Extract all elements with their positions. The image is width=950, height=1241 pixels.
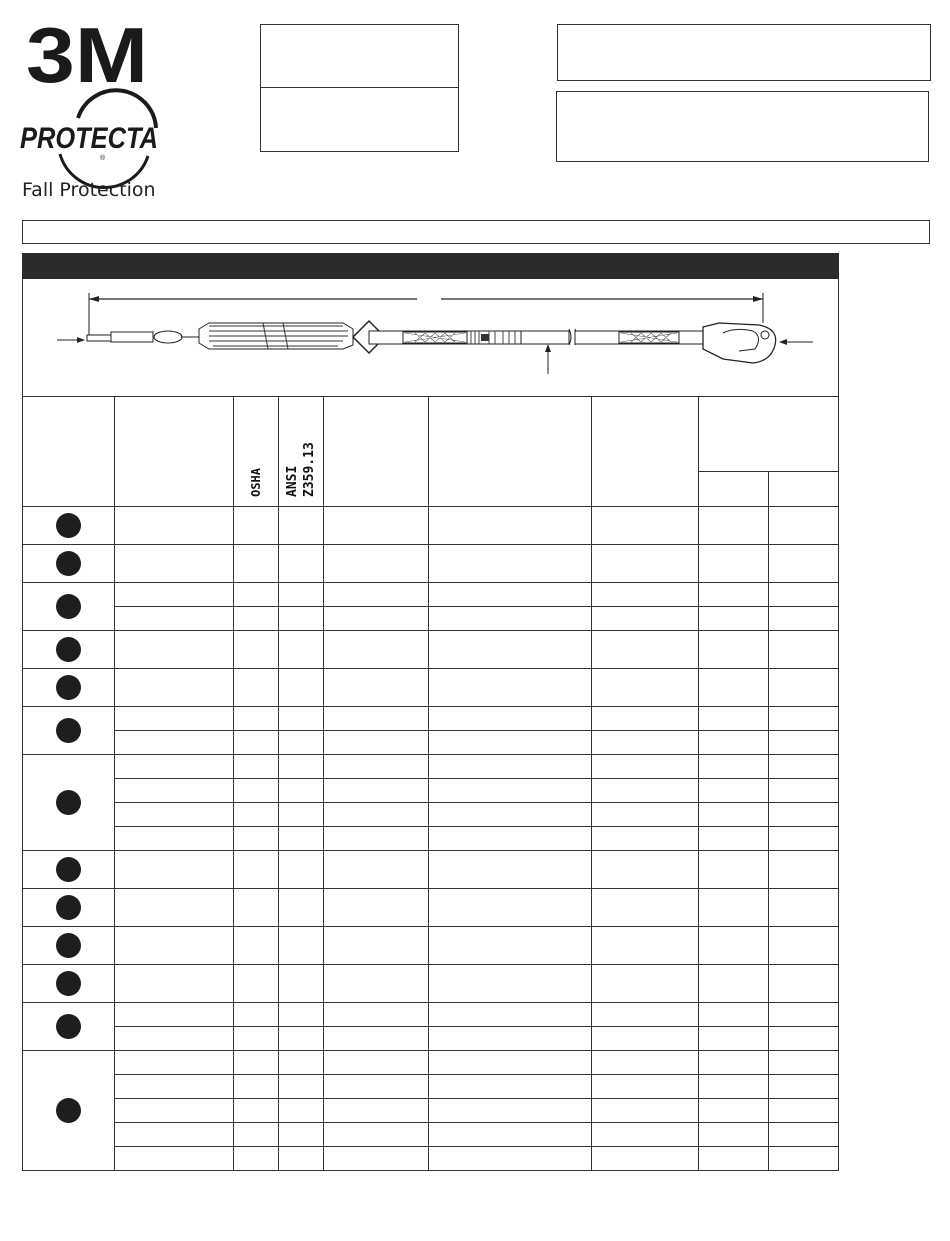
table-cell: [591, 1051, 698, 1075]
table-cell: [698, 1099, 768, 1123]
table-cell: [279, 779, 324, 803]
table-cell: [591, 731, 698, 755]
table-row: [23, 1147, 839, 1171]
table-cell: [591, 803, 698, 827]
table-cell: [115, 851, 234, 889]
item-marker-cell: [23, 965, 115, 1003]
table-cell: [279, 707, 324, 731]
table-cell: [279, 851, 324, 889]
table-cell: [234, 1147, 279, 1171]
table-cell: [429, 827, 591, 851]
table-cell: [234, 669, 279, 707]
header-row: [23, 397, 839, 472]
3m-logo: [26, 11, 150, 99]
table-cell: [698, 731, 768, 755]
table-cell: [698, 545, 768, 583]
table-row: [23, 927, 839, 965]
table-cell: [234, 1027, 279, 1051]
item-marker-cell: [23, 631, 115, 669]
table-cell: [429, 607, 591, 631]
item-marker-cell: [23, 669, 115, 707]
item-marker-dot: [56, 971, 81, 996]
table-cell: [115, 827, 234, 851]
table-cell: [698, 755, 768, 779]
table-cell: [115, 755, 234, 779]
table-cell: [768, 607, 838, 631]
table-cell: [768, 827, 838, 851]
header-cell-5: [429, 397, 591, 507]
table-cell: [429, 1099, 591, 1123]
table-row: [23, 731, 839, 755]
table-cell: [279, 1147, 324, 1171]
table-cell: [768, 803, 838, 827]
table-cell: [698, 631, 768, 669]
table-cell: [324, 631, 429, 669]
table-cell: [698, 669, 768, 707]
table-cell: [768, 631, 838, 669]
table-cell: [591, 669, 698, 707]
table-cell: [429, 755, 591, 779]
table-cell: [324, 545, 429, 583]
table-cell: [115, 1003, 234, 1027]
ansi-label: ANSI Z359.13: [285, 442, 318, 497]
table-row: [23, 507, 839, 545]
item-marker-dot: [56, 637, 81, 662]
table-cell: [115, 779, 234, 803]
table-cell: [324, 507, 429, 545]
item-marker-dot: [56, 594, 81, 619]
table-cell: [768, 779, 838, 803]
table-cell: [768, 1027, 838, 1051]
table-row: [23, 851, 839, 889]
table-cell: [234, 583, 279, 607]
protecta-logo: [20, 104, 162, 166]
table-cell: [768, 851, 838, 889]
table-cell: [591, 507, 698, 545]
svg-text:®: ®: [100, 155, 106, 162]
header-subcell-2: [768, 472, 838, 507]
table-cell: [698, 779, 768, 803]
table-row: [23, 607, 839, 631]
table-cell: [279, 803, 324, 827]
table-cell: [115, 927, 234, 965]
table-cell: [279, 755, 324, 779]
item-marker-cell: [23, 1051, 115, 1171]
table-cell: [429, 545, 591, 583]
table-cell: [698, 607, 768, 631]
table-cell: [591, 1147, 698, 1171]
table-cell: [429, 707, 591, 731]
table-cell: [429, 669, 591, 707]
table-cell: [698, 1075, 768, 1099]
item-marker-cell: [23, 889, 115, 927]
table-cell: [591, 927, 698, 965]
table-cell: [279, 507, 324, 545]
table-cell: [698, 583, 768, 607]
table-cell: [768, 1051, 838, 1075]
table-cell: [234, 1123, 279, 1147]
table-cell: [279, 1003, 324, 1027]
table-cell: [429, 1075, 591, 1099]
table-cell: [324, 889, 429, 927]
table-cell: [234, 1003, 279, 1027]
table-cell: [115, 607, 234, 631]
table-cell: [429, 965, 591, 1003]
table-row: [23, 1123, 839, 1147]
table-cell: [591, 1123, 698, 1147]
table-cell: [279, 965, 324, 1003]
table-row: [23, 1003, 839, 1027]
table-cell: [768, 1147, 838, 1171]
table-cell: [115, 1099, 234, 1123]
table-cell: [324, 1075, 429, 1099]
table-cell: [768, 1123, 838, 1147]
table-row: [23, 669, 839, 707]
table-row: [23, 1075, 839, 1099]
table-cell: [591, 965, 698, 1003]
info-box-bottom-right: [556, 91, 929, 162]
table-cell: [768, 1003, 838, 1027]
table-cell: [279, 1123, 324, 1147]
table-cell: [768, 669, 838, 707]
table-cell: [234, 965, 279, 1003]
table-cell: [115, 889, 234, 927]
header-cell-group: [698, 397, 838, 472]
table-cell: [698, 889, 768, 927]
table-cell: [279, 827, 324, 851]
table-cell: [115, 631, 234, 669]
table-cell: [768, 927, 838, 965]
table-cell: [115, 1027, 234, 1051]
table-cell: [234, 1099, 279, 1123]
item-marker-dot: [56, 1098, 81, 1123]
item-marker-cell: [23, 755, 115, 851]
spec-table: [22, 396, 839, 1171]
item-marker-cell: [23, 927, 115, 965]
table-cell: [115, 1075, 234, 1099]
table-cell: [591, 851, 698, 889]
table-cell: [115, 731, 234, 755]
header-cell-4: [324, 397, 429, 507]
table-cell: [279, 1027, 324, 1051]
header-cell-model: [115, 397, 234, 507]
table-cell: [234, 779, 279, 803]
table-row: [23, 545, 839, 583]
table-cell: [234, 851, 279, 889]
item-marker-dot: [56, 675, 81, 700]
table-cell: [768, 1075, 838, 1099]
table-cell: [324, 731, 429, 755]
table-cell: [429, 1003, 591, 1027]
table-cell: [279, 1075, 324, 1099]
table-cell: [591, 583, 698, 607]
table-cell: [768, 507, 838, 545]
table-cell: [115, 1051, 234, 1075]
table-cell: [234, 607, 279, 631]
table-cell: [234, 1051, 279, 1075]
item-marker-dot: [56, 1014, 81, 1039]
info-box-top-right: [557, 24, 931, 81]
table-cell: [591, 1027, 698, 1051]
item-marker-dot: [56, 551, 81, 576]
table-cell: [279, 583, 324, 607]
table-cell: [591, 755, 698, 779]
table-cell: [324, 707, 429, 731]
table-cell: [324, 827, 429, 851]
table-cell: [234, 889, 279, 927]
table-cell: [429, 803, 591, 827]
table-cell: [234, 827, 279, 851]
table-cell: [698, 1051, 768, 1075]
table-cell: [429, 1147, 591, 1171]
header-cell-osha: [234, 397, 279, 507]
table-cell: [429, 851, 591, 889]
table-cell: [768, 731, 838, 755]
table-row: [23, 583, 839, 607]
table-cell: [115, 583, 234, 607]
table-cell: [429, 731, 591, 755]
table-cell: [698, 1147, 768, 1171]
table-cell: [279, 1051, 324, 1075]
table-cell: [429, 779, 591, 803]
table-cell: [234, 545, 279, 583]
table-cell: [115, 669, 234, 707]
table-cell: [234, 631, 279, 669]
table-row: [23, 803, 839, 827]
table-cell: [429, 889, 591, 927]
item-marker-dot: [56, 790, 81, 815]
table-cell: [768, 707, 838, 731]
table-row: [23, 1099, 839, 1123]
table-cell: [324, 1051, 429, 1075]
table-cell: [429, 507, 591, 545]
info-box-top-left: [260, 24, 459, 88]
table-cell: [768, 755, 838, 779]
table-cell: [429, 1123, 591, 1147]
table-cell: [591, 631, 698, 669]
table-cell: [279, 1099, 324, 1123]
table-cell: [324, 607, 429, 631]
table-cell: [115, 803, 234, 827]
table-cell: [698, 707, 768, 731]
table-row: [23, 1027, 839, 1051]
item-marker-cell: [23, 1003, 115, 1051]
table-cell: [234, 927, 279, 965]
table-cell: [234, 707, 279, 731]
table-row: [23, 1051, 839, 1075]
svg-text:PROTECTA: PROTECTA: [20, 122, 158, 155]
table-cell: [429, 1051, 591, 1075]
table-cell: [591, 889, 698, 927]
table-header-bar: [22, 253, 839, 279]
header-cell-6: [591, 397, 698, 507]
table-cell: [234, 1075, 279, 1099]
table-cell: [698, 851, 768, 889]
table-cell: [234, 803, 279, 827]
header-cell-ansi: [279, 397, 324, 507]
table-cell: [324, 965, 429, 1003]
table-cell: [429, 631, 591, 669]
table-cell: [279, 607, 324, 631]
item-marker-dot: [56, 895, 81, 920]
table-cell: [234, 731, 279, 755]
table-cell: [324, 803, 429, 827]
item-marker-dot: [56, 857, 81, 882]
table-cell: [324, 1027, 429, 1051]
item-marker-cell: [23, 707, 115, 755]
table-row: [23, 707, 839, 731]
table-cell: [324, 669, 429, 707]
table-cell: [324, 755, 429, 779]
table-cell: [115, 1147, 234, 1171]
table-cell: [768, 583, 838, 607]
table-cell: [698, 803, 768, 827]
info-box-bottom-left: [260, 87, 459, 152]
table-cell: [768, 545, 838, 583]
item-marker-dot: [56, 933, 81, 958]
table-row: [23, 965, 839, 1003]
table-cell: [591, 779, 698, 803]
table-cell: [324, 1147, 429, 1171]
table-cell: [698, 965, 768, 1003]
table-cell: [324, 1099, 429, 1123]
item-marker-dot: [56, 513, 81, 538]
table-cell: [279, 731, 324, 755]
table-cell: [768, 965, 838, 1003]
table-cell: [324, 583, 429, 607]
table-row: [23, 779, 839, 803]
table-cell: [324, 1003, 429, 1027]
table-cell: [591, 1003, 698, 1027]
header-subcell-1: [698, 472, 768, 507]
table-cell: [324, 1123, 429, 1147]
item-marker-cell: [23, 583, 115, 631]
table-cell: [591, 827, 698, 851]
table-cell: [698, 827, 768, 851]
table-cell: [279, 669, 324, 707]
title-strip: [22, 220, 930, 244]
item-marker-cell: [23, 507, 115, 545]
table-cell: [429, 927, 591, 965]
osha-label: OSHA: [248, 468, 263, 497]
item-marker-dot: [56, 718, 81, 743]
table-row: [23, 755, 839, 779]
table-cell: [324, 851, 429, 889]
table-cell: [234, 507, 279, 545]
table-cell: [279, 927, 324, 965]
lanyard-diagram: [22, 279, 839, 397]
table-cell: [698, 1003, 768, 1027]
table-cell: [279, 545, 324, 583]
table-cell: [591, 607, 698, 631]
division-label: Fall Protection: [22, 179, 156, 201]
table-cell: [768, 889, 838, 927]
table-cell: [591, 1075, 698, 1099]
item-marker-cell: [23, 851, 115, 889]
table-cell: [234, 755, 279, 779]
table-row: [23, 631, 839, 669]
table-cell: [698, 1123, 768, 1147]
table-cell: [279, 889, 324, 927]
table-row: [23, 827, 839, 851]
table-cell: [429, 583, 591, 607]
item-marker-cell: [23, 545, 115, 583]
table-row: [23, 889, 839, 927]
lanyard-drawing: [23, 279, 840, 397]
table-cell: [591, 707, 698, 731]
table-cell: [324, 779, 429, 803]
table-cell: [591, 545, 698, 583]
table-cell: [324, 927, 429, 965]
table-cell: [591, 1099, 698, 1123]
table-cell: [429, 1027, 591, 1051]
table-cell: [698, 1027, 768, 1051]
table-cell: [768, 1099, 838, 1123]
table-cell: [115, 545, 234, 583]
table-cell: [698, 507, 768, 545]
table-cell: [115, 1123, 234, 1147]
table-cell: [698, 927, 768, 965]
header-cell-item: [23, 397, 115, 507]
table-cell: [115, 507, 234, 545]
table-cell: [115, 965, 234, 1003]
table-cell: [115, 707, 234, 731]
svg-text:3M: 3M: [26, 11, 148, 99]
table-cell: [279, 631, 324, 669]
